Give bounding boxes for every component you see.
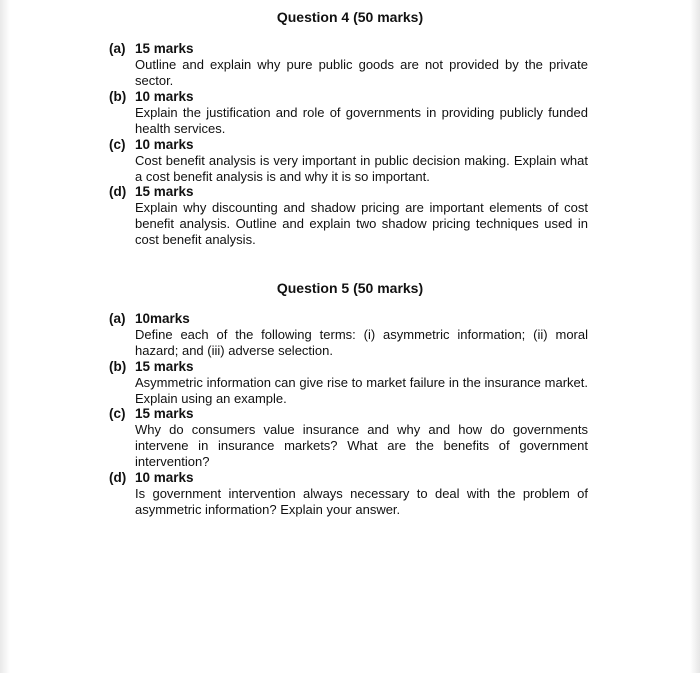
part-label: (a): [109, 311, 126, 326]
question-5-part-b: [109, 359, 589, 407]
question-4-title: Question 4 (50 marks): [276, 9, 424, 25]
question-5-title: Question 5 (50 marks): [276, 280, 424, 296]
question-4-part-b: [109, 89, 589, 137]
part-marks: 15 marks: [135, 406, 194, 421]
part-marks: 15 marks: [135, 41, 194, 56]
part-marks: 10 marks: [135, 470, 194, 485]
part-text: Explain why discounting and shadow pricing are important elements of cost benefit analysis. Outline and explain two shadow pricing techniques used in cost benefit analysis.: [135, 200, 588, 247]
question-5-part-d: [109, 470, 589, 518]
part-label: (b): [109, 359, 127, 374]
part-label: (d): [109, 184, 127, 199]
part-label: (d): [109, 470, 127, 485]
part-label: (a): [109, 41, 126, 56]
part-text: Explain the justification and role of governments in providing publicly funded health services.: [135, 105, 588, 136]
part-text: Is government intervention always necessary to deal with the problem of asymmetric information? Explain your answer.: [135, 486, 588, 517]
question-4-part-c: [109, 137, 589, 185]
question-4-part-d: [109, 184, 589, 248]
part-text: Asymmetric information can give rise to market failure in the insurance market. Explain using an example.: [135, 375, 588, 406]
question-4-part-a: [109, 41, 589, 89]
question-5-part-a: [109, 311, 589, 359]
part-label: (c): [109, 406, 126, 421]
part-marks: 10 marks: [135, 89, 194, 104]
part-label: (c): [109, 137, 126, 152]
part-text: Define each of the following terms: (i) asymmetric information; (ii) moral hazard; and (iii) adverse selection.: [135, 327, 588, 358]
part-marks: 15 marks: [135, 359, 194, 374]
part-label: (b): [109, 89, 127, 104]
part-text: Cost benefit analysis is very important in public decision making. Explain what a cost benefit analysis is and why it is so important.: [135, 153, 588, 184]
question-5-part-c: [109, 406, 589, 470]
part-marks: 15 marks: [135, 184, 194, 199]
part-marks: 10marks: [135, 311, 190, 326]
part-marks: 10 marks: [135, 137, 194, 152]
part-text: Outline and explain why pure public goods are not provided by the private sector.: [135, 57, 588, 88]
part-text: Why do consumers value insurance and why and how do governments intervene in insurance markets? What are the benefits of government intervention?: [135, 422, 588, 469]
